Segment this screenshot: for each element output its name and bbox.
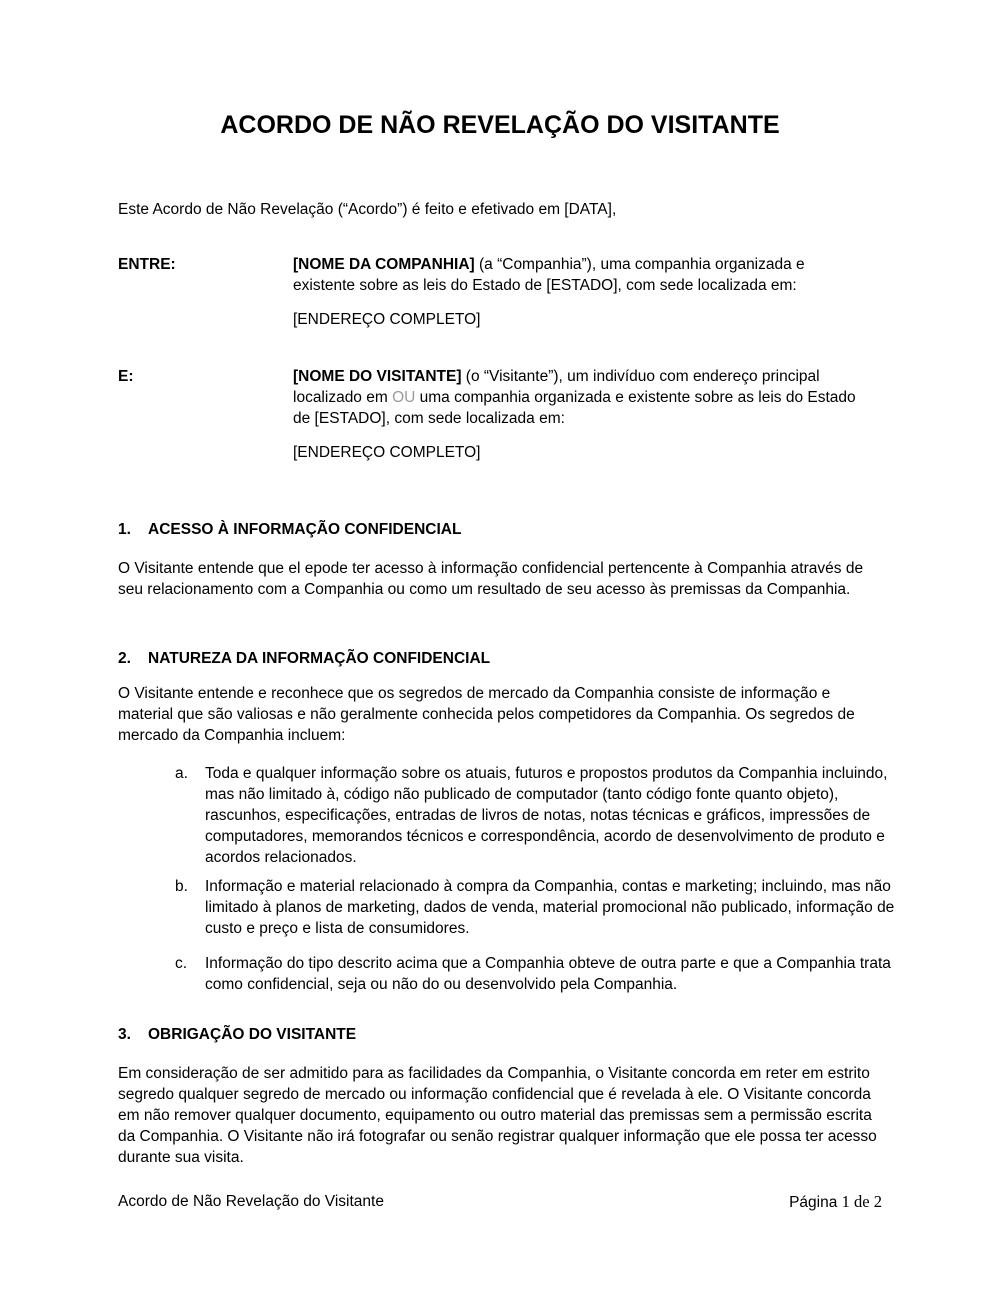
section-2-number: 2. [118,650,131,667]
intro-paragraph: Este Acordo de Não Revelação (“Acordo”) é feito e efetivado em [DATA], [118,201,617,218]
section-1-heading-text: ACESSO À INFORMAÇÃO CONFIDENCIAL [148,521,462,538]
list-letter-c: c. [175,955,188,972]
visitor-address-placeholder: [ENDEREÇO COMPLETO] [293,444,481,461]
party-e-text-post: uma companhia organizada e existente sobre as leis do Estado de [ESTADO], com sede localizada em: [293,389,856,427]
company-name-placeholder: [NOME DA COMPANHIA] [293,256,475,273]
footer-page-value: 1 de 2 [841,1192,882,1211]
company-address-placeholder: [ENDEREÇO COMPLETO] [293,311,481,328]
section-3-paragraph: Em consideração de ser admitido para as facilidades da Companhia, o Visitante concorda em reter em estrito segredo qualquer segredo de mercado ou informação confidencial que é revelada à ele. O Visitante concorda em não remover qualquer documento, equipamento ou outro material das premissas sem a permissão escrita da Companhia. O Visitante não irá fotografar ou senão registrar qualquer informação que ele possa ter acesso durante sua visita. [118,1065,877,1166]
document-title: ACORDO DE NÃO REVELAÇÃO DO VISITANTE [220,111,780,139]
list-text-c: Informação do tipo descrito acima que a Companhia obteve de outra parte e que a Companhia trata como confidencial, seja ou não do ou desenvolvido pela Companhia. [205,955,891,993]
section-3-number: 3. [118,1026,131,1043]
list-item-a [175,763,912,868]
section-1-number: 1. [118,521,131,538]
section-2-paragraph: O Visitante entende e reconhece que os segredos de mercado da Companhia consiste de informação e material que são valiosas e não geralmente conhecida pelos competidores da Companhia. Os segredos de mercado da Companhia incluem: [118,685,855,744]
footer-page-label: Página [789,1194,842,1211]
section-1-heading [118,519,882,540]
list-letter-a: a. [175,765,188,782]
ou-gray-word: OU [392,389,416,406]
list-item-b [175,876,912,939]
visitor-name-placeholder: [NOME DO VISITANTE] [293,368,462,385]
section-2-heading-text: NATUREZA DA INFORMAÇÃO CONFIDENCIAL [148,650,491,667]
party-label-entre: ENTRE: [118,256,176,273]
party-e-description [293,366,865,429]
party-entre-text: (a “Companhia”), uma companhia organizada e existente sobre as leis do Estado de [ESTADO], com sede localizada em: [293,256,805,294]
party-e-text-pre: (o “Visitante”), um indivíduo com endereço principal localizado em [293,368,820,406]
list-letter-b: b. [175,878,188,895]
section-1-paragraph: O Visitante entende que el epode ter acesso à informação confidencial pertencente à Companhia através de seu relacionamento com a Companhia ou como um resultado de seu acesso às premissas da Companhia. [118,560,864,598]
footer-document-title: Acordo de Não Revelação do Visitante [118,1193,384,1210]
list-text-b: Informação e material relacionado à compra da Companhia, contas e marketing; incluindo, mas não limitado à planos de marketing, dados de venda, material promocional não publicado, informação de custo e preço e lista de consumidores. [205,878,895,937]
footer-page-number [789,1191,882,1213]
section-2-heading [118,648,882,669]
section-3-heading [118,1024,882,1045]
list-text-a: Toda e qualquer informação sobre os atuais, futuros e propostos produtos da Companhia incluindo, mas não limitado à, código não publicado de computador (tanto código fonte quanto objeto), rascunhos, especificações, entradas de livros de notas, notas técnicas e gráficos, impressões de computadores, memorandos técnicos e correspondência, acordo de desenvolvimento de produto e acordos relacionados. [205,765,888,866]
party-entre-description [293,254,865,296]
list-item-c [175,953,912,995]
party-label-e: E: [118,368,134,385]
section-3-heading-text: OBRIGAÇÃO DO VISITANTE [148,1026,357,1043]
